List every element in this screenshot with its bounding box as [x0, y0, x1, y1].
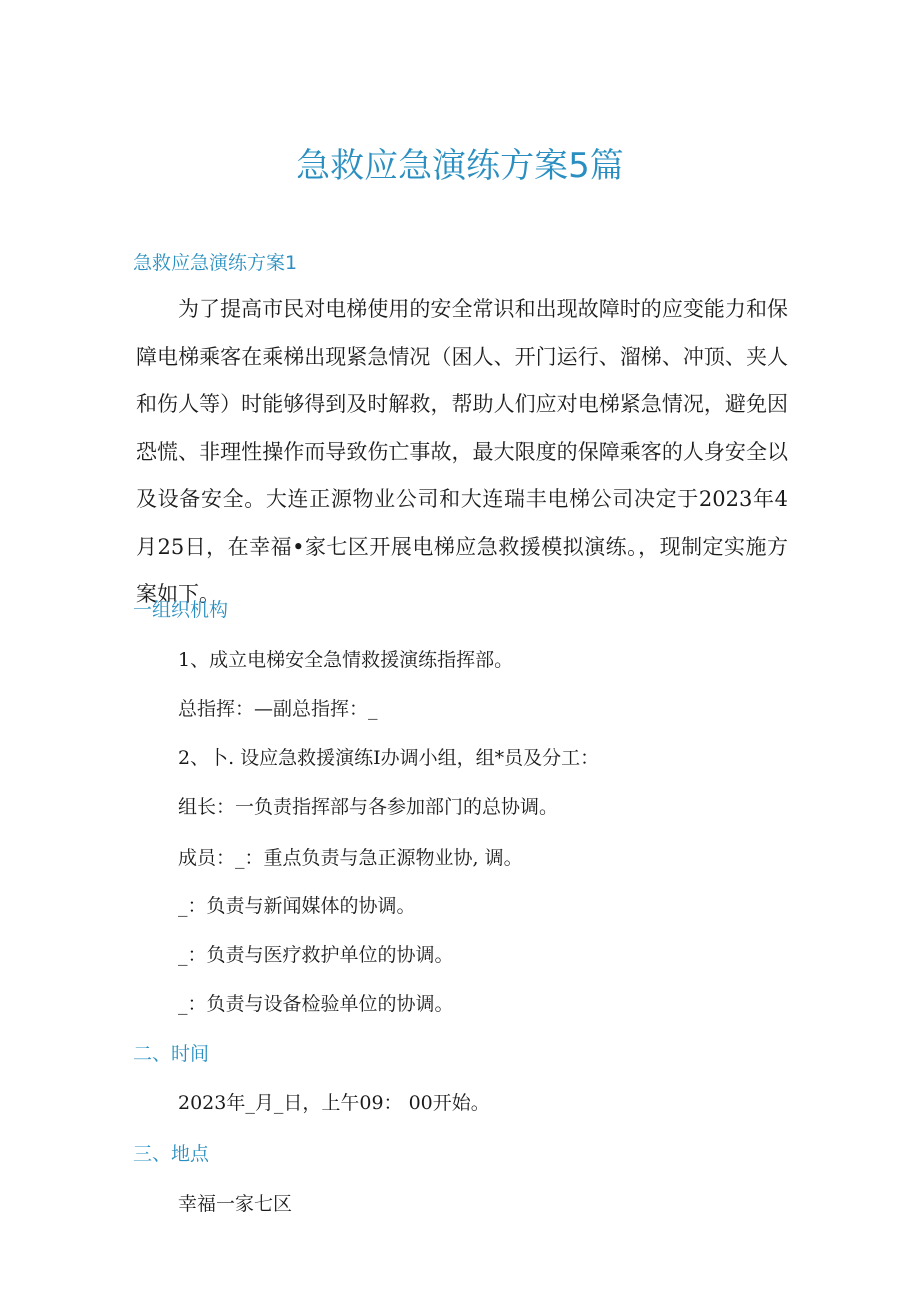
intro-paragraph: 为了提高市民对电梯使用的安全常识和出现故障时的应变能力和保障电梯乘客在乘梯出现紧急情况（困人、开门运行、溜梯、冲顶、夹人和伤人等）时能够得到及时解救，帮助人们应对电梯紧急情况，避免因恐慌、非理性操作而导致伤亡事故，最大限度的保障乘客的人身安全以及设备安全。大连正源物业公司和大连瑞丰电梯公司决定于2023年4月25日，在幸福•家七区开展电梯应急救援模拟演练。，现制定实施方案如下。: [136, 297, 788, 606]
org-line-2: 总指挥：—副总指挥：_: [178, 698, 378, 720]
org-line-1: 1、成立电梯安全急情救援演练指挥部。: [178, 649, 514, 671]
org-line-4: 组长：一负责指挥部与各参加部门的总协调。: [178, 796, 559, 818]
place-text: 幸福一家七区: [178, 1193, 293, 1215]
org-line-8: _：负责与设备检验单位的协调。: [178, 993, 454, 1015]
time-text: 2023年_月_日，上午09： 00开始。: [178, 1092, 490, 1114]
document-title: 急救应急演练方案5篇: [296, 146, 624, 186]
section-heading-plan-1: 急救应急演练方案1: [133, 252, 298, 274]
section-heading-time: 二、时间: [133, 1043, 210, 1065]
org-line-3: 2、卜. 设应急救援演练I办调小组，组*员及分工：: [178, 747, 600, 769]
org-line-5: 成员：_：重点负责与急正源物业协, 调。: [178, 847, 523, 869]
org-line-6: _：负责与新闻媒体的协调。: [178, 895, 416, 917]
org-line-7: _：负责与医疗救护单位的协调。: [178, 944, 454, 966]
section-heading-organization: 一组织机构: [133, 599, 229, 621]
section-heading-place: 三、地点: [133, 1143, 210, 1165]
